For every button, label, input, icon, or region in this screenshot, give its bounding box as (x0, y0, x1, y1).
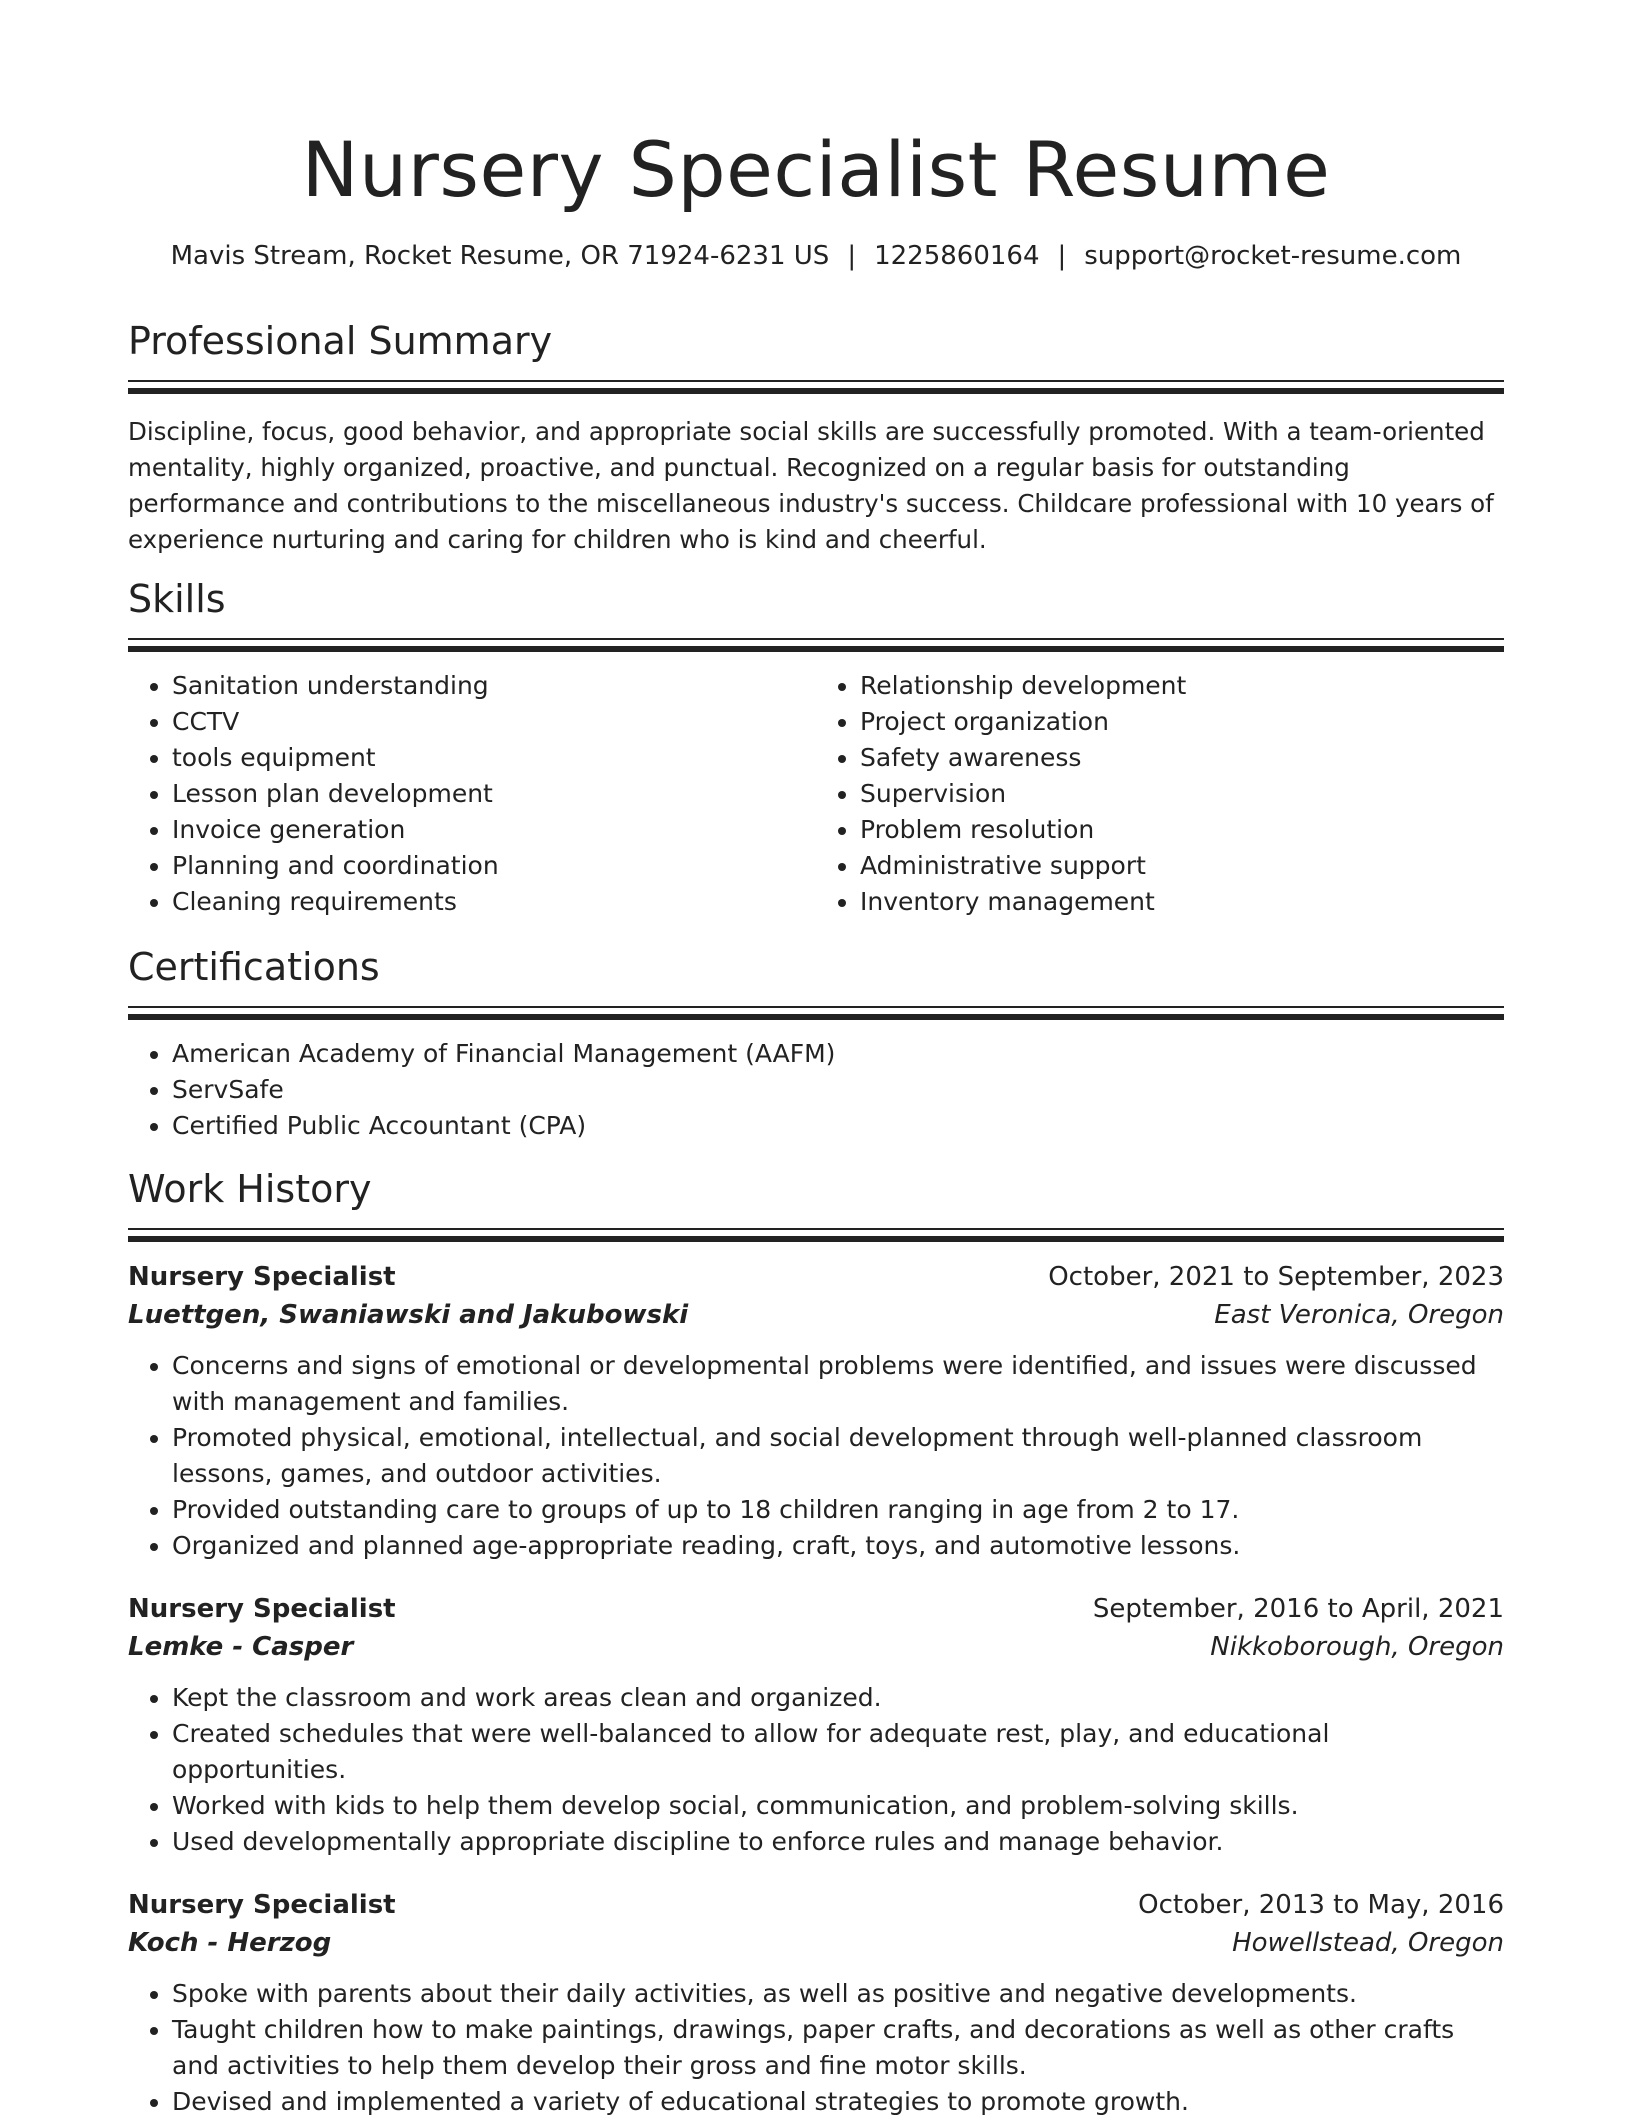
resume-page (128, 0, 1504, 2116)
section-divider (128, 380, 1504, 394)
job-bullet: • Used developmentally appropriate discipline to enforce rules and manage behavior. (172, 1824, 1504, 1860)
section-divider (128, 1006, 1504, 1020)
skills-list-right (816, 668, 1504, 920)
job-dates: October, 2021 to September, 2023 (1048, 1262, 1504, 1292)
certifications-list (128, 1036, 1504, 1144)
skill-item: • Planning and coordination (172, 848, 816, 884)
skill-item: • Safety awareness (860, 740, 1504, 776)
job-bullet: • Provided outstanding care to groups of up to 18 children ranging in age from 2 to 17. (172, 1492, 1504, 1528)
job-company: Koch - Herzog (128, 1928, 332, 1958)
skill-item: • Lesson plan development (172, 776, 816, 812)
job-bullet: • Promoted physical, emotional, intellectual, and social development through well-planned classroom lessons, games, and outdoor activities. (172, 1420, 1504, 1492)
job-location: Nikkoborough, Oregon (1210, 1632, 1504, 1662)
work-history-section (128, 1164, 1504, 2120)
skill-item: • Inventory management (860, 884, 1504, 920)
job-entry (128, 1886, 1504, 2120)
skill-item: • Administrative support (860, 848, 1504, 884)
job-title: Nursery Specialist (128, 1262, 396, 1292)
contact-email[interactable]: support@rocket-resume.com (1084, 241, 1462, 271)
job-bullets (128, 1680, 1504, 1860)
skill-item: • Sanitation understanding (172, 668, 816, 704)
job-company-row (128, 1924, 1504, 1962)
job-bullet: • Devised and implemented a variety of educational strategies to promote growth. (172, 2084, 1504, 2120)
work-history-heading: Work History (128, 1167, 372, 1211)
contact-address: Mavis Stream, Rocket Resume, OR 71924-6231 US (170, 241, 830, 271)
job-dates: October, 2013 to May, 2016 (1138, 1890, 1504, 1920)
skills-list-left (128, 668, 816, 920)
job-location: East Veronica, Oregon (1214, 1300, 1504, 1330)
skill-item: • Project organization (860, 704, 1504, 740)
job-header-row (128, 1258, 1504, 1296)
skill-item: • Relationship development (860, 668, 1504, 704)
job-bullets (128, 1348, 1504, 1564)
job-entry (128, 1258, 1504, 1564)
certifications-section (128, 942, 1504, 1144)
skill-item: • CCTV (172, 704, 816, 740)
job-company: Luettgen, Swaniawski and Jakubowski (128, 1300, 689, 1330)
certification-item: • ServSafe (172, 1072, 1504, 1108)
job-dates: September, 2016 to April, 2021 (1092, 1594, 1504, 1624)
job-header-row (128, 1590, 1504, 1628)
skill-item: • Problem resolution (860, 812, 1504, 848)
job-company: Lemke - Casper (128, 1632, 354, 1662)
job-bullet: • Kept the classroom and work areas clean and organized. (172, 1680, 1504, 1716)
certification-item: • Certified Public Accountant (CPA) (172, 1108, 1504, 1144)
job-entry (128, 1590, 1504, 1860)
job-bullet: • Created schedules that were well-balanced to allow for adequate rest, play, and educational opportunities. (172, 1716, 1504, 1788)
skills-section (128, 574, 1504, 920)
certifications-heading: Certifications (128, 945, 380, 989)
job-company-row (128, 1628, 1504, 1666)
certification-item: • American Academy of Financial Management (AAFM) (172, 1036, 1504, 1072)
skill-item: • Invoice generation (172, 812, 816, 848)
skill-item: • Supervision (860, 776, 1504, 812)
contact-phone: 1225860164 (874, 241, 1040, 271)
job-company-row (128, 1296, 1504, 1334)
summary-text: Discipline, focus, good behavior, and appropriate social skills are successfully promoted. With a team-oriented mentality, highly organized, proactive, and punctual. Recognized on a regular basis for outstanding performance and contributions to the miscellaneous industry's success. Childcare professional with 10 years of experience nurturing and caring for children who is kind and cheerful. (128, 417, 1494, 554)
page-title: Nursery Specialist Resume (301, 125, 1331, 214)
section-divider (128, 638, 1504, 652)
job-location: Howellstead, Oregon (1232, 1928, 1504, 1958)
job-bullet: • Worked with kids to help them develop social, communication, and problem-solving skills. (172, 1788, 1504, 1824)
contact-line (128, 238, 1504, 274)
contact-separator: | (1057, 241, 1067, 271)
job-bullet: • Organized and planned age-appropriate reading, craft, toys, and automotive lessons. (172, 1528, 1504, 1564)
skill-item: • tools equipment (172, 740, 816, 776)
contact-separator: | (847, 241, 857, 271)
skill-item: • Cleaning requirements (172, 884, 816, 920)
job-bullet: • Concerns and signs of emotional or developmental problems were identified, and issues were discussed with management and families. (172, 1348, 1504, 1420)
job-title: Nursery Specialist (128, 1890, 396, 1920)
job-bullet: • Spoke with parents about their daily activities, as well as positive and negative developments. (172, 1976, 1504, 2012)
summary-heading: Professional Summary (128, 319, 553, 363)
job-title: Nursery Specialist (128, 1594, 396, 1624)
skills-columns (128, 668, 1504, 920)
section-divider (128, 1228, 1504, 1242)
skills-heading: Skills (128, 577, 226, 621)
job-bullet: • Taught children how to make paintings, drawings, paper crafts, and decorations as well as other crafts and activities to help them develop their gross and fine motor skills. (172, 2012, 1504, 2084)
job-header-row (128, 1886, 1504, 1924)
summary-section (128, 316, 1504, 558)
job-bullets (128, 1976, 1504, 2120)
